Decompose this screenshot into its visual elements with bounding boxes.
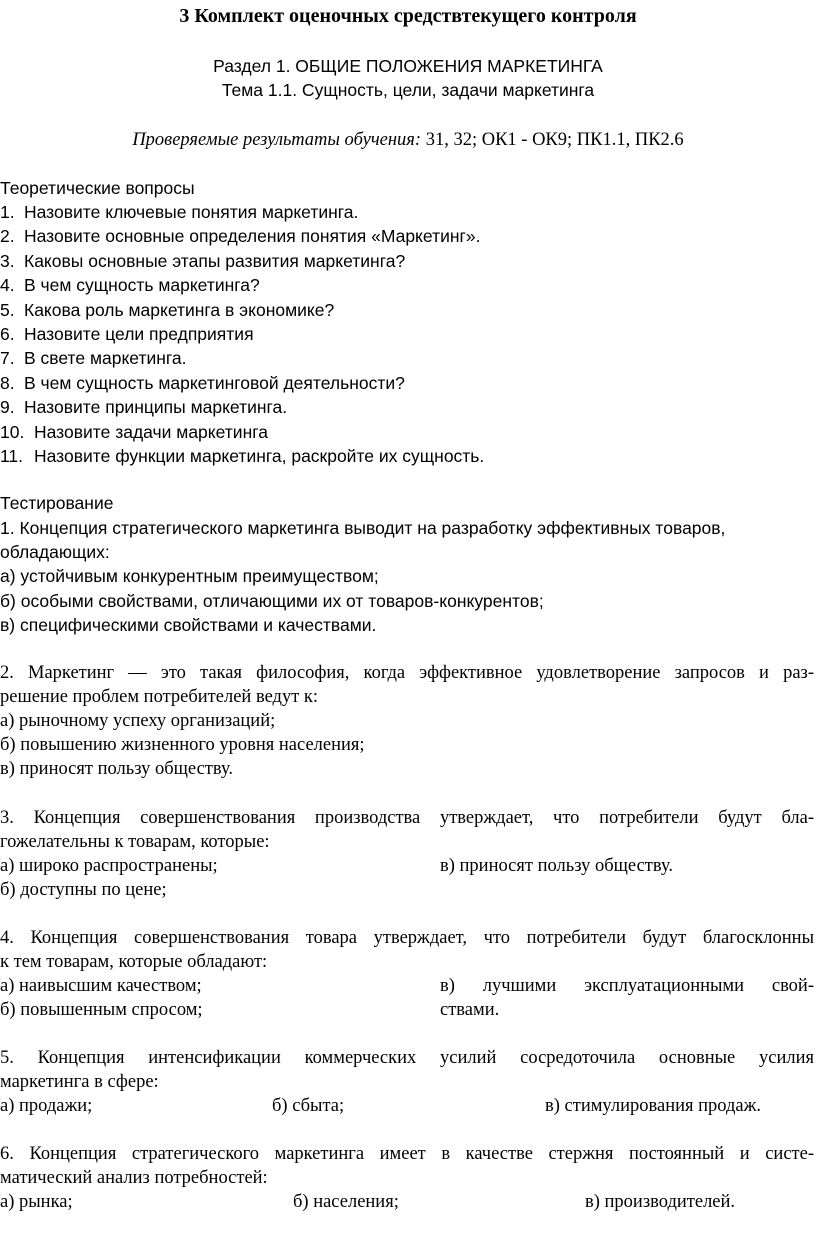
answer-option: в) приносят пользу обществу. <box>0 759 233 779</box>
question-number: 11. <box>0 446 24 466</box>
question-text: Назовите цели предприятия <box>24 324 254 344</box>
testing-heading: Тестирование <box>0 493 114 513</box>
answer-option: в) производителей. <box>585 1192 736 1212</box>
answer-option: а) устойчивым конкурентным преимуществом; <box>0 566 379 586</box>
answer-option: ствами. <box>440 1000 500 1020</box>
theory-question <box>0 395 287 419</box>
answer-option: б) повышенным спросом; <box>0 1000 203 1020</box>
answer-option: а) рыночному успеху организаций; <box>0 711 276 731</box>
question-text: Каковы основные этапы развития маркетинга? <box>24 251 406 271</box>
theory-question <box>0 371 405 395</box>
question-number: 7. <box>0 348 15 368</box>
question-text: 1. Концепция стратегического маркетинга выводит на разработку эффективных товаров, <box>0 518 726 538</box>
question-text: Назовите функции маркетинга, раскройте их сущность. <box>34 446 485 466</box>
question-text: обладающих: <box>0 542 110 562</box>
question-text: Назовите принципы маркетинга. <box>24 397 288 417</box>
learning-results-label: Проверяемые результаты обучения: <box>132 130 422 150</box>
answer-option: а) продажи; <box>0 1096 93 1116</box>
question-text: решение проблем потребителей ведут к: <box>0 687 319 707</box>
question-text: матический анализ потребностей: <box>0 1168 268 1188</box>
question-text: к тем товарам, которые обладают: <box>0 952 268 972</box>
question-text: Назовите ключевые понятия маркетинга. <box>24 202 359 222</box>
theory-question <box>0 346 187 370</box>
answer-option: а) широко распространены; <box>0 856 218 876</box>
answer-option: б) населения; <box>293 1192 399 1212</box>
answer-option: б) доступны по цене; <box>0 880 167 900</box>
document-title: 3 Комплект оценочных средствтекущего контроля <box>179 5 637 27</box>
section-heading: Раздел 1. ОБЩИЕ ПОЛОЖЕНИЯ МАРКЕТИНГА <box>213 56 603 76</box>
question-number: 3. <box>0 251 15 271</box>
question-text: В чем сущность маркетинговой деятельности? <box>24 373 405 393</box>
question-text: 3. Концепция совершенствования производства утверждает, что потребители будут бла- <box>0 808 814 828</box>
answer-option: б) особыми свойствами, отличающими их от товаров-конкурентов; <box>0 591 544 611</box>
theory-question <box>0 322 254 346</box>
question-number: 1. <box>0 202 15 222</box>
theory-question <box>0 273 260 297</box>
theory-question <box>0 298 334 322</box>
question-text: маркетинга в сфере: <box>0 1072 159 1092</box>
answer-option: б) сбыта; <box>272 1096 345 1116</box>
question-text: В чем сущность маркетинга? <box>24 275 260 295</box>
question-number: 8. <box>0 373 15 393</box>
answer-option: б) повышению жизненного уровня населения; <box>0 735 365 755</box>
theory-question <box>0 224 481 248</box>
theory-question <box>0 249 405 273</box>
question-text: гожелательны к товарам, которые: <box>0 832 270 852</box>
answer-option: в) специфическими свойствами и качествами. <box>0 615 377 635</box>
question-number: 5. <box>0 300 15 320</box>
answer-option: в) приносят пользу обществу. <box>440 856 673 876</box>
question-number: 4. <box>0 275 15 295</box>
question-text: 4. Концепция совершенствования товара утверждает, что потребители будут благосклонны <box>0 928 814 948</box>
answer-option: а) рынка; <box>0 1192 73 1212</box>
question-number: 2. <box>0 226 15 246</box>
learning-results <box>0 128 816 152</box>
answer-option: в) стимулирования продаж. <box>545 1096 762 1116</box>
theory-question <box>0 200 358 224</box>
question-number: 9. <box>0 397 15 417</box>
theory-question <box>0 444 484 468</box>
answer-option: в) лучшими эксплуатационными свой- <box>440 976 814 996</box>
question-text: 6. Концепция стратегического маркетинга имеет в качестве стержня постоянный и систе- <box>0 1144 814 1164</box>
theory-heading: Теоретические вопросы <box>0 178 195 198</box>
question-text: 5. Концепция интенсификации коммерческих усилий сосредоточила основные усилия <box>0 1048 814 1068</box>
theory-question <box>0 420 268 444</box>
question-text: Назовите задачи маркетинга <box>34 422 268 442</box>
topic-heading: Тема 1.1. Сущность, цели, задачи маркетинга <box>221 80 595 100</box>
question-number: 10. <box>0 422 25 442</box>
answer-option: а) наивысшим качеством; <box>0 976 202 996</box>
learning-results-value: 31, 32; ОК1 - ОК9; ПК1.1, ПК2.6 <box>421 130 684 150</box>
question-number: 6. <box>0 324 15 344</box>
question-text: Какова роль маркетинга в экономике? <box>24 300 335 320</box>
question-text: 2. Маркетинг — это такая философия, когда эффективное удовлетворение запросов и раз- <box>0 663 814 683</box>
question-text: Назовите основные определения понятия «Маркетинг». <box>24 226 481 246</box>
question-text: В свете маркетинга. <box>24 348 187 368</box>
